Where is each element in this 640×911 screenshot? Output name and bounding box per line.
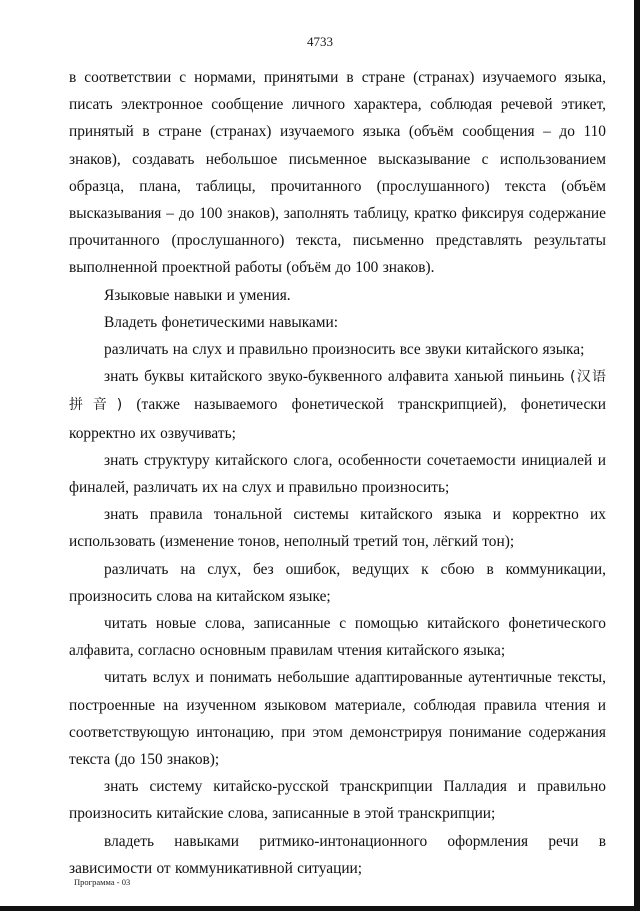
paragraph-listening-pronunciation: различать на слух, без ошибок, ведущих к сбою в коммуникации, произносить слова на китайском языке;: [69, 560, 606, 605]
paragraph-pinyin-alphabet: [69, 363, 606, 447]
footer-program-label: Программа - 03: [74, 877, 131, 887]
paragraph-syllable-structure: знать структуру китайского слога, особенности сочетаемости инициалей и финалей, различать их на слух и правильно произносить;: [69, 451, 606, 497]
pinyin-alphabet-continuation: (также называемого фонетической транскрипцией), фонетически корректно их озвучивать;: [69, 396, 606, 442]
paragraph-written-speech: в соответствии с нормами, принятыми в стране (странах) изучаемого языка, писать электронное сообщение личного характера, соблюдая речевой этикет, принятый в стране (странах) изучаемого языка (объём сообщения – до 110 знаков), создавать небольшое письменное высказывание с использованием образца, плана, таблицы, прочитанного (прослушанного) текста (объём высказывания – до 100 знаков), заполнять таблицу, кратко фиксируя содержание прочитанного (прослушанного) текста, письменно представлять результаты выполненной проектной работы (объём до 100 знаков).: [69, 69, 606, 277]
paragraph-reading-new-words: читать новые слова, записанные с помощью китайского фонетического алфавита, согласно основным правилам чтения китайского языка;: [69, 615, 606, 660]
paragraph-distinguish-sounds: различать на слух и правильно произносить все звуки китайского языка;: [104, 341, 585, 359]
paragraph-reading-aloud: читать вслух и понимать небольшие адаптированные аутентичные тексты, построенные на изученном языковом материале, соблюдая правила чтения и соответствующую интонацию, при этом демонстрируя понимание содержания текста (до 150 знаков);: [69, 669, 606, 769]
paragraph-tonal-system: знать правила тональной системы китайского языка и корректно их использовать (изменение тонов, неполный третий тон, лёгкий тон);: [69, 506, 606, 551]
pinyin-alphabet-text: знать буквы китайского звуко-буквенного алфавита ханьюй пиньинь: [104, 368, 565, 386]
scan-edge-bottom: [0, 906, 640, 911]
paragraph-language-skills-heading: Языковые навыки и умения.: [104, 286, 291, 304]
scan-edge-right: [634, 0, 640, 911]
page-number: 4733: [307, 34, 333, 49]
paragraph-palladius-transcription: знать систему китайско-русской транскрипции Палладия и правильно произносить китайские слова, записанные в этой транскрипции;: [69, 778, 606, 823]
document-body: [69, 64, 606, 882]
chinese-pinyin-term: (汉语拼音): [69, 369, 606, 414]
paragraph-intonation-skills: владеть навыками ритмико-интонационного оформления речи в зависимости от коммуникативной ситуации;: [69, 832, 606, 877]
paragraph-phonetic-skills: Владеть фонетическими навыками:: [104, 313, 339, 331]
